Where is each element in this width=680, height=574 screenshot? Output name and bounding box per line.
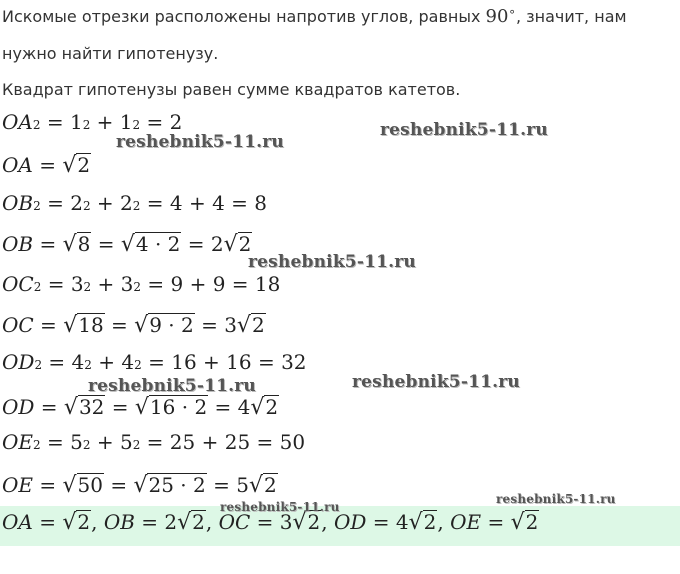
watermark: reshebnik5-11.ru (496, 492, 616, 506)
intro-line-2: нужно найти гипотенузу. (2, 44, 219, 63)
equation-od: OD = √ 32 = √ 16 · 2 = 4 √ 2 (2, 395, 279, 420)
intro-line-3: Квадрат гипотенузы равен сумме квадратов катетов. (2, 80, 461, 99)
equation-ob: OB = √ 8 = √ 4 · 2 = 2 √ 2 (2, 232, 252, 257)
equation-od-squared: OD 2 = 4 2 + 4 2 = 16 + 16 = 32 (2, 350, 307, 374)
watermark: reshebnik5-11.ru (116, 132, 284, 152)
watermark: reshebnik5-11.ru (248, 252, 416, 272)
equation-oe-squared: OE 2 = 5 2 + 5 2 = 25 + 25 = 50 (2, 430, 306, 454)
watermark: reshebnik5-11.ru (220, 500, 340, 514)
equation-oc-squared: OC 2 = 3 2 + 3 2 = 9 + 9 = 18 (2, 272, 281, 296)
intro-line-1: Искомые отрезки расположены напротив углов, равных 90∘, значит, нам (2, 4, 627, 27)
watermark: reshebnik5-11.ru (352, 372, 520, 392)
watermark: reshebnik5-11.ru (380, 120, 548, 140)
final-answer: OA = √ 2 , OB = 2 √ 2 , OC = 3 √ 2 , OD = 4 √ 2 , OE = √ 2 (2, 510, 539, 535)
watermark: reshebnik5-11.ru (88, 376, 256, 396)
equation-oa: OA = √ 2 (2, 153, 91, 178)
equation-oa-squared: OA 2 = 1 2 + 1 2 = 2 (2, 110, 183, 134)
equation-ob-squared: OB 2 = 2 2 + 2 2 = 4 + 4 = 8 (2, 191, 268, 215)
equation-oe: OE = √ 50 = √ 25 · 2 = 5 √ 2 (2, 473, 277, 498)
equation-oc: OC = √ 18 = √ 9 · 2 = 3 √ 2 (2, 313, 265, 338)
